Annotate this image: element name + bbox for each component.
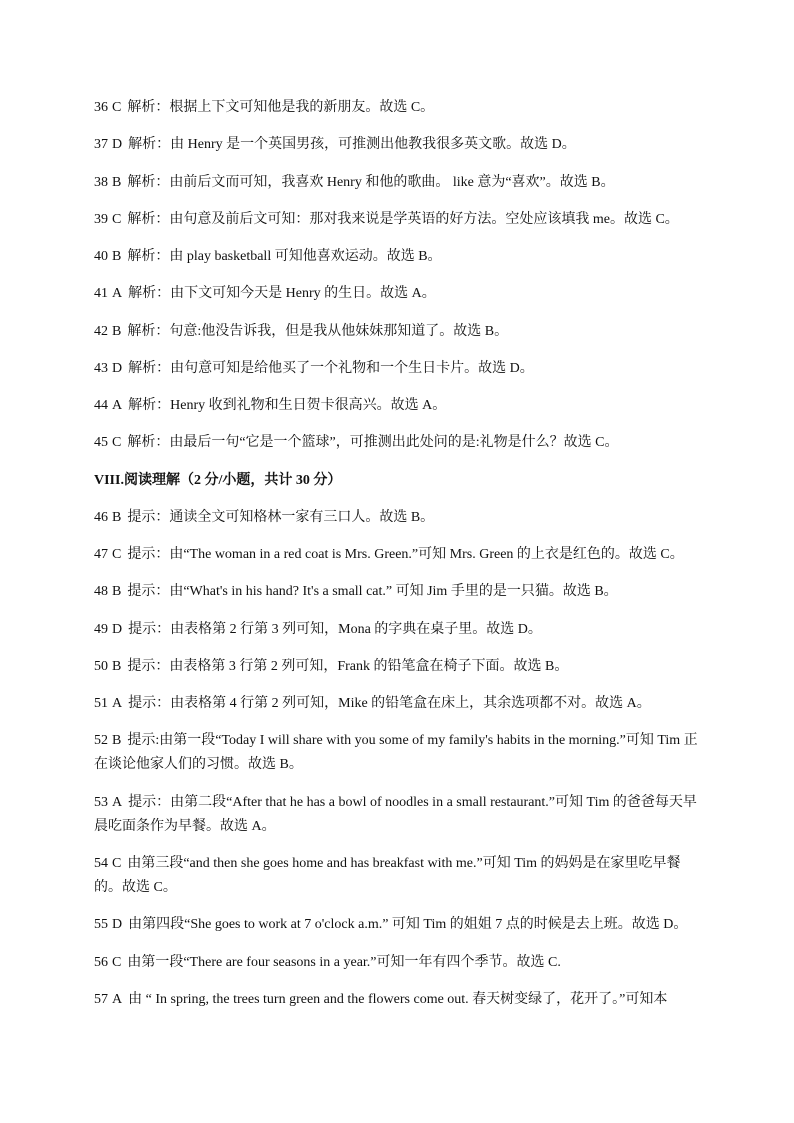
answer-number: 51 [94,696,108,711]
answer-choice: A [112,398,123,413]
answer-number: 54 [94,856,108,871]
answer-number: 57 [94,992,108,1007]
answer-choice: C [112,955,122,970]
answer-choice: D [112,137,123,152]
answer-41 [94,282,706,306]
answer-number: 36 [94,100,108,115]
answer-39 [94,208,706,232]
answer-number: 40 [94,249,108,264]
answer-56 [94,951,706,975]
answer-choice: A [112,286,123,301]
answer-choice: B [112,584,122,599]
answer-choice: D [112,917,123,932]
answer-number: 43 [94,361,108,376]
answer-choice: C [112,100,122,115]
answer-number: 41 [94,286,108,301]
answer-explanation: 提示：由表格第 3 行第 2 列可知，Frank 的铅笔盒在椅子下面。故选 B。 [127,659,569,674]
answer-explanation: 由 “ In spring, the trees turn green and the flowers come out. 春天树变绿了，花开了。”可知本 [128,992,668,1007]
answer-number: 48 [94,584,108,599]
answer-number: 45 [94,435,108,450]
answer-choice: B [112,659,122,674]
answer-explanation: 提示:由第一段“Today I will share with you some of my family's habits in the morning.”可知 Tim 正在谈论他家人们的习惯。故选 B。 [94,733,698,772]
answer-number: 56 [94,955,108,970]
answer-explanation: 提示：由“What's in his hand? It's a small cat.” 可知 Jim 手里的是一只猫。故选 B。 [127,584,618,599]
answer-45 [94,431,706,455]
answer-choice: B [112,249,122,264]
answer-44 [94,394,706,418]
answer-choice: A [112,992,123,1007]
answer-43 [94,357,706,381]
answer-choice: A [112,696,123,711]
answer-number: 39 [94,212,108,227]
answer-number: 50 [94,659,108,674]
answer-explanation: 解析：由最后一句“它是一个篮球”，可推测出此处问的是:礼物是什么？故选 C。 [127,435,619,450]
answer-37 [94,133,706,157]
answer-49 [94,618,706,642]
answer-explanation: 提示：通读全文可知格林一家有三口人。故选 B。 [127,510,435,525]
answer-number: 49 [94,622,108,637]
answer-explanation: 提示：由“The woman in a red coat is Mrs. Green.”可知 Mrs. Green 的上衣是红色的。故选 C。 [127,547,684,562]
answer-46 [94,506,706,530]
answer-explanation: 由第一段“There are four seasons in a year.”可知一年有四个季节。故选 C. [127,955,561,970]
answer-explanation: 解析：句意:他没告诉我，但是我从他妹妹那知道了。故选 B。 [127,324,509,339]
answer-choice: B [112,324,122,339]
answer-38 [94,171,706,195]
answer-number: 53 [94,795,108,810]
answer-explanation: 由第四段“She goes to work at 7 o'clock a.m.” 可知 Tim 的姐姐 7 点的时候是去上班。故选 D。 [128,917,688,932]
answer-explanation: 解析：由 Henry 是一个英国男孩，可推测出他教我很多英文歌。故选 D。 [128,137,576,152]
answer-number: 38 [94,175,108,190]
answer-47 [94,543,706,567]
answer-52 [94,729,706,777]
answer-40 [94,245,706,269]
answer-explanation: 解析：根据上下文可知他是我的新朋友。故选 C。 [127,100,435,115]
answer-explanation: 解析：由句意及前后文可知：那对我来说是学英语的好方法。空处应该填我 me。故选 C。 [127,212,679,227]
answer-explanation: 提示：由表格第 4 行第 2 列可知，Mike 的铅笔盒在床上，其余选项都不对。故选 A。 [128,696,651,711]
answer-choice: B [112,510,122,525]
answer-number: 37 [94,137,108,152]
answer-55 [94,913,706,937]
answer-choice: B [112,175,122,190]
answer-choice: D [112,622,123,637]
answer-number: 52 [94,733,108,748]
answer-50 [94,655,706,679]
answer-choice: C [112,435,122,450]
answer-explanation: 解析：Henry 收到礼物和生日贺卡很高兴。故选 A。 [128,398,447,413]
answer-explanation: 提示：由第二段“After that he has a bowl of noodles in a small restaurant.”可知 Tim 的爸爸每天早晨吃面条作为早餐。故选 A。 [94,795,697,834]
answer-explanation: 解析：由句意可知是给他买了一个礼物和一个生日卡片。故选 D。 [128,361,534,376]
answer-explanation: 由第三段“and then she goes home and has breakfast with me.”可知 Tim 的妈妈是在家里吃早餐的。故选 C。 [94,856,681,895]
answer-number: 47 [94,547,108,562]
answer-42 [94,320,706,344]
answer-explanation: 解析：由 play basketball 可知他喜欢运动。故选 B。 [127,249,442,264]
answer-choice: C [112,856,122,871]
answer-explanation: 解析：由下文可知今天是 Henry 的生日。故选 A。 [128,286,436,301]
answer-48 [94,580,706,604]
answer-57 [94,988,706,1012]
section-heading: VIII.阅读理解（2 分/小题，共计 30 分） [94,473,342,488]
answer-51 [94,692,706,716]
answer-number: 42 [94,324,108,339]
answer-54 [94,852,706,900]
answer-36 [94,96,706,120]
answer-53 [94,791,706,839]
answer-number: 55 [94,917,108,932]
answer-choice: A [112,795,123,810]
answer-choice: B [112,733,122,748]
answer-explanation: 提示：由表格第 2 行第 3 列可知，Mona 的字典在桌子里。故选 D。 [128,622,542,637]
answer-choice: C [112,547,122,562]
answer-number: 44 [94,398,108,413]
answer-explanation: 解析：由前后文而可知，我喜欢 Henry 和他的歌曲。 like 意为“喜欢”。故选 B。 [127,175,615,190]
answer-choice: C [112,212,122,227]
answer-choice: D [112,361,123,376]
answer-number: 46 [94,510,108,525]
